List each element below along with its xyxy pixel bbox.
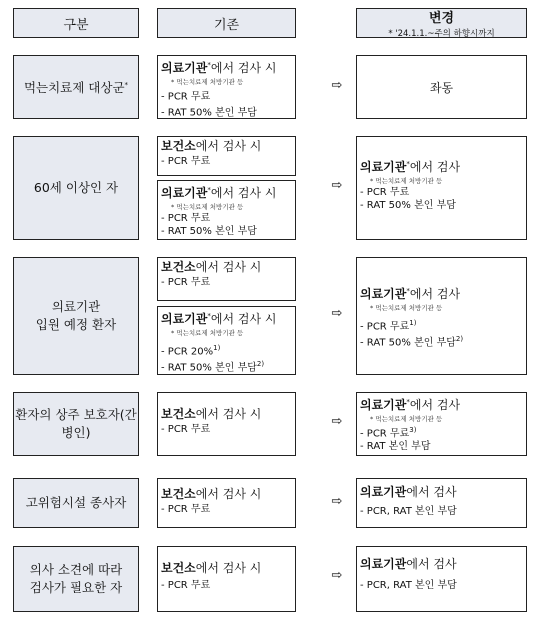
cell-item: - PCR 무료 [161,213,211,224]
arrow-icon: ⇨ [331,78,343,93]
row-category-age-60 [13,136,139,240]
cell-item: - RAT 50% 본인 부담 [360,200,456,211]
cell-item: - RAT 본인 부담 [360,441,431,453]
category-label-line2: 입원 예정 환자 [35,317,117,332]
cell-heading: 의료기관*에서 검사 시 [161,61,277,75]
header-category-label: 구분 [63,17,89,33]
category-label-line1: 환자의 상주 보호자(간 [15,407,137,422]
changed-cell [356,546,527,612]
cell-item: - PCR 무료 [360,187,410,198]
cell-heading: 의료기관*에서 검사 시 [161,186,277,200]
cell-heading: 의료기관*에서 검사 [360,287,461,301]
arrow-icon: ⇨ [331,568,343,583]
cell-heading: 보건소에서 검사 시 [161,407,262,421]
cell-note: * 먹는치료제 처방기관 등 [171,329,244,337]
header-changed [356,8,527,38]
cell-item: - PCR 무료 [161,580,211,591]
category-label: 고위험시설 종사자 [25,495,127,510]
cell-item: - PCR 무료 [161,277,211,288]
same-as-left-label: 좌동 [429,80,454,95]
category-label-line2: 검사가 필요한 자 [29,580,123,595]
cell-heading: 의료기관에서 검사 [360,557,457,571]
cell-note: * 먹는치료제 처방기관 등 [370,304,443,312]
cell-note: * 먹는치료제 처방기관 등 [171,203,244,211]
cell-heading: 의료기관*에서 검사 [360,160,461,174]
arrow-icon: ⇨ [331,494,343,509]
cell-item: - PCR 무료 [161,91,211,103]
existing-cell [157,478,296,528]
cell-item: - RAT 50% 본인 부담 [161,226,257,237]
header-existing [157,8,296,38]
existing-cell [157,392,296,456]
cell-item: - PCR 무료 [161,424,211,435]
cell-note: * 먹는치료제 처방기관 등 [171,78,244,86]
existing-cell [157,306,296,375]
header-changed-note: * '24.1.1.~주의 하향시까지 [388,29,495,39]
cell-heading: 보건소에서 검사 시 [161,139,262,153]
cell-note: * 먹는치료제 처방기관 등 [370,415,443,423]
cell-heading: 의료기관*에서 검사 [360,398,461,412]
changed-cell [356,55,527,119]
existing-cell [157,55,296,119]
changed-cell [356,136,527,240]
changed-cell [356,478,527,528]
cell-heading: 보건소에서 검사 시 [161,260,262,274]
category-label-line2: 병인) [61,425,91,440]
cell-item: - RAT 50% 본인 부담$^{2)}$ [161,360,265,374]
cell-item: - PCR, RAT 본인 부담 [360,580,457,591]
cell-item: - RAT 50% 본인 부담$^{2)}$ [360,335,464,349]
header-changed-label: 변경 [428,11,455,26]
row-category-caregiver [13,392,139,456]
header-existing-label: 기존 [213,17,240,33]
category-label: 60세 이상인 자 [33,180,119,195]
category-label-line1: 의사 소견에 따라 [29,562,123,577]
cell-note: * 먹는치료제 처방기관 등 [370,177,443,185]
row-category-doctor-opinion [13,546,139,612]
cell-heading: 보건소에서 검사 시 [161,561,262,575]
row-category-hospitalization [13,257,139,375]
cell-heading: 의료기관에서 검사 [360,485,457,499]
cell-heading: 보건소에서 검사 시 [161,487,262,501]
category-label: 먹는치료제 대상군* [23,80,129,96]
cell-item: - PCR 무료 [161,156,211,167]
existing-cell [157,136,296,176]
changed-cell [356,257,527,375]
cell-heading: 의료기관*에서 검사 시 [161,312,277,326]
header-category [13,8,139,38]
existing-cell [157,257,296,301]
arrow-icon: ⇨ [331,178,343,193]
row-category-high-risk-facility [13,478,139,528]
cell-item: - PCR 무료$^{3)}$ [360,426,417,440]
existing-cell [157,546,296,612]
arrow-icon: ⇨ [331,414,343,429]
changed-cell [356,392,527,456]
cell-item: - RAT 50% 본인 부담 [161,107,257,119]
cell-item: - PCR 무료$^{1)}$ [360,319,417,333]
category-label-line1: 의료기관 [51,299,101,314]
cell-item: - PCR 20%$^{1)}$ [161,344,221,358]
existing-cell [157,180,296,240]
arrow-icon: ⇨ [331,306,343,321]
cell-item: - PCR 무료 [161,504,211,515]
cell-item: - PCR, RAT 본인 부담 [360,506,457,517]
row-category-oral-treatment [13,55,139,119]
